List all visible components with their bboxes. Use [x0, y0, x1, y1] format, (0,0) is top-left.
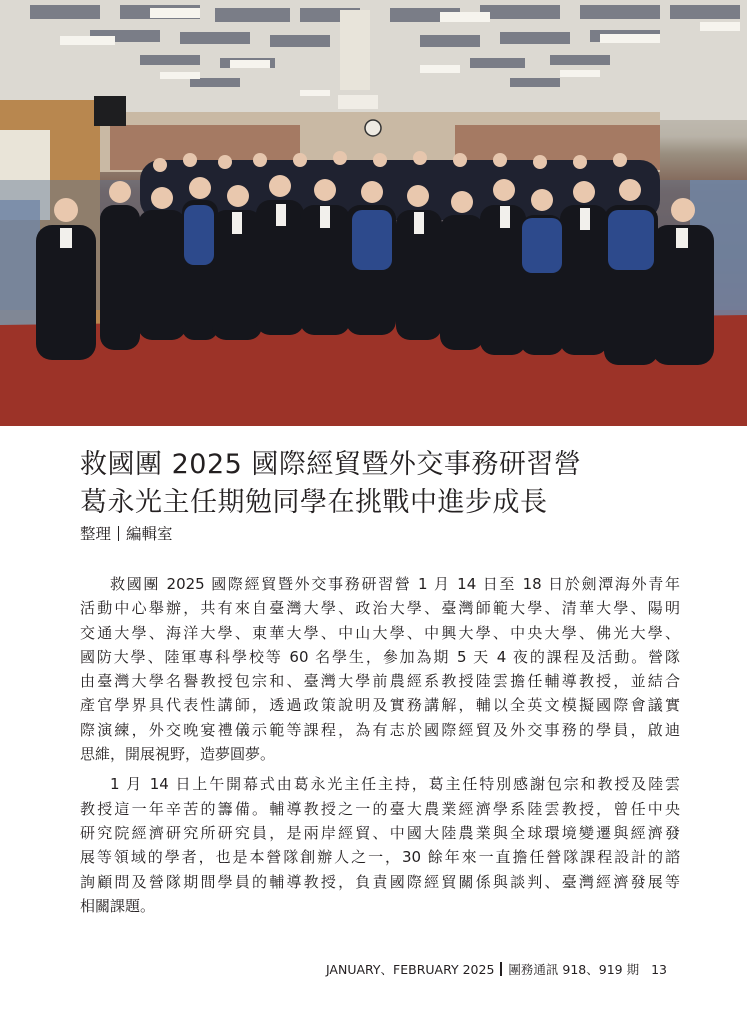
paragraph-line: 國防大學、陸軍專科學校等 60 名學生，參加為期 5 天 4 夜的課程及活動。營隊	[80, 647, 680, 666]
footer-issue: JANUARY、FEBRUARY 2025	[325, 962, 495, 977]
byline-separator	[118, 526, 119, 541]
paragraph-line: 活動中心舉辦，共有來自臺灣大學、政治大學、臺灣師範大學、清華大學、陽明	[80, 599, 680, 618]
footer-publication: 團務通訊 918、919 期	[508, 962, 640, 977]
byline	[80, 522, 173, 544]
byline-role: 整理	[80, 525, 112, 543]
paragraph-line: 1 月 14 日上午開幕式由葛永光主任主持，葛主任特別感謝包宗和教授及陸雲	[110, 775, 680, 794]
page-number: 13	[651, 961, 667, 977]
footer-separator	[500, 962, 502, 976]
byline-author: 編輯室	[126, 525, 173, 543]
paragraph-2	[80, 772, 680, 918]
paragraph-line: 由臺灣大學名譽教授包宗和、臺灣大學前農經系教授陸雲擔任輔導教授，並結合	[80, 672, 680, 691]
paragraph-line: 教授這一年辛苦的籌備。輔導教授之一的臺大農業經濟學系陸雲教授，曾任中央	[80, 799, 680, 818]
article-title-line-2: 葛永光主任期勉同學在挑戰中進步成長	[80, 487, 548, 518]
paragraph-line: 思維，開展視野，造夢圓夢。	[80, 745, 276, 764]
paragraph-line: 相關課題。	[80, 896, 156, 915]
paragraph-1	[80, 572, 680, 766]
paragraph-line: 救國團 2025 國際經貿暨外交事務研習營 1 月 14 日至 18 日於劍潭海外青年	[110, 575, 680, 593]
group-photo	[0, 0, 747, 426]
paragraph-line: 展等領域的學者，也是本營隊創辦人之一，30 餘年來一直擔任營隊課程設計的諮	[80, 848, 680, 867]
group-photo-image	[0, 0, 747, 426]
paragraph-line: 研究院經濟研究所研究員，是兩岸經貿、中國大陸農業與全球環境變遷與經濟發	[80, 823, 680, 842]
paragraph-line: 際演練，外交晚宴禮儀示範等課程，為有志於國際經貿及外交事務的學員，啟迪	[80, 720, 680, 739]
paragraph-line: 交通大學、海洋大學、東華大學、中山大學、中興大學、中央大學、佛光大學、	[80, 623, 680, 642]
paragraph-line: 詢顧問及營隊期間學員的輔導教授，負責國際經貿關係與談判、臺灣經濟發展等	[80, 872, 680, 891]
paragraph-line: 產官學界具代表性講師，透過政策說明及實務講解，輔以全英文模擬國際會議實	[80, 696, 680, 715]
page-footer	[326, 960, 667, 978]
article-title	[80, 446, 700, 522]
article-title-line-1: 救國團 2025 國際經貿暨外交事務研習營	[80, 449, 582, 480]
article-body	[80, 572, 680, 918]
